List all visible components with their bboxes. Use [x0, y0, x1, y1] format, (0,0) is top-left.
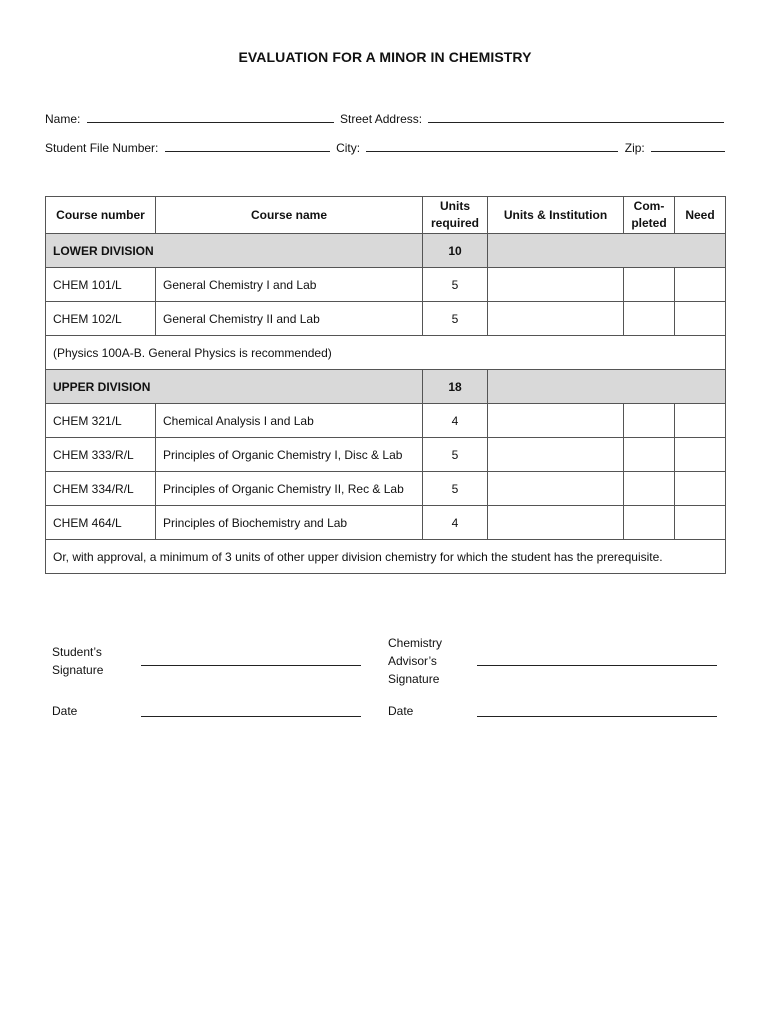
street-address-field[interactable]: [428, 111, 724, 123]
course-name: Chemical Analysis I and Lab: [156, 404, 423, 438]
units-required: 5: [423, 472, 488, 506]
completed-cell[interactable]: [624, 404, 675, 438]
completed-cell[interactable]: [624, 438, 675, 472]
header-course-number: Course number: [46, 197, 156, 234]
table-row: [46, 302, 726, 336]
lower-division-row: [46, 234, 726, 268]
units-institution-cell[interactable]: [488, 438, 624, 472]
completed-cell[interactable]: [624, 268, 675, 302]
units-institution-cell[interactable]: [488, 268, 624, 302]
upper-division-row: [46, 370, 726, 404]
need-cell[interactable]: [675, 472, 726, 506]
name-address-line: [45, 111, 724, 126]
table-row: [46, 506, 726, 540]
need-cell[interactable]: [675, 404, 726, 438]
header-need: Need: [675, 197, 726, 234]
advisor-signature-line[interactable]: [477, 665, 717, 666]
need-cell[interactable]: [675, 268, 726, 302]
table-row: [46, 438, 726, 472]
name-field[interactable]: [87, 111, 334, 123]
table-header-row: [46, 197, 726, 234]
student-date-line[interactable]: [141, 716, 361, 717]
course-name: General Chemistry II and Lab: [156, 302, 423, 336]
units-institution-cell[interactable]: [488, 302, 624, 336]
lower-division-blank: [488, 234, 726, 268]
units-institution-cell[interactable]: [488, 472, 624, 506]
course-number: CHEM 464/L: [46, 506, 156, 540]
upper-division-note-row: [46, 540, 726, 574]
zip-field[interactable]: [651, 140, 725, 152]
upper-division-label: UPPER DIVISION: [46, 370, 423, 404]
advisor-signature-label: Chemistry Advisor’s Signature: [388, 636, 443, 686]
units-required: 5: [423, 302, 488, 336]
completed-cell[interactable]: [624, 506, 675, 540]
course-name: General Chemistry I and Lab: [156, 268, 423, 302]
completed-cell[interactable]: [624, 302, 675, 336]
need-cell[interactable]: [675, 438, 726, 472]
student-signature-line[interactable]: [141, 665, 361, 666]
student-date-label: Date: [52, 704, 78, 718]
lower-division-note: (Physics 100A-B. General Physics is recommended): [46, 336, 726, 370]
course-number: CHEM 102/L: [46, 302, 156, 336]
lower-division-note-row: [46, 336, 726, 370]
lower-division-units: 10: [423, 234, 488, 268]
file-city-zip-line: [45, 140, 725, 155]
units-required: 4: [423, 404, 488, 438]
lower-division-label: LOWER DIVISION: [46, 234, 423, 268]
advisor-date-label: Date: [388, 704, 414, 718]
form-title: EVALUATION FOR A MINOR IN CHEMISTRY: [238, 49, 532, 65]
city-label: City:: [336, 141, 361, 155]
student-file-number-label: Student File Number:: [45, 141, 159, 155]
advisor-date-line[interactable]: [477, 716, 717, 717]
units-required: 5: [423, 268, 488, 302]
need-cell[interactable]: [675, 506, 726, 540]
header-units-required: Units required: [423, 197, 488, 234]
table-row: [46, 268, 726, 302]
course-number: CHEM 333/R/L: [46, 438, 156, 472]
upper-division-note: Or, with approval, a minimum of 3 units of other upper division chemistry for which the student has the prerequisite.: [46, 540, 726, 574]
student-signature-label: Student’s Signature: [52, 645, 104, 677]
course-number: CHEM 321/L: [46, 404, 156, 438]
zip-label: Zip:: [624, 141, 645, 155]
upper-division-blank: [488, 370, 726, 404]
table-row: [46, 472, 726, 506]
course-name: Principles of Biochemistry and Lab: [156, 506, 423, 540]
header-units-institution: Units & Institution: [488, 197, 624, 234]
course-name: Principles of Organic Chemistry II, Rec & Lab: [156, 472, 423, 506]
name-label: Name:: [45, 112, 81, 126]
header-completed: Com-pleted: [624, 197, 675, 234]
units-institution-cell[interactable]: [488, 506, 624, 540]
units-institution-cell[interactable]: [488, 404, 624, 438]
city-field[interactable]: [366, 140, 618, 152]
course-number: CHEM 101/L: [46, 268, 156, 302]
header-course-name: Course name: [156, 197, 423, 234]
units-required: 5: [423, 438, 488, 472]
completed-cell[interactable]: [624, 472, 675, 506]
student-file-number-field[interactable]: [165, 140, 330, 152]
course-name: Principles of Organic Chemistry I, Disc & Lab: [156, 438, 423, 472]
street-address-label: Street Address:: [340, 112, 423, 126]
need-cell[interactable]: [675, 302, 726, 336]
upper-division-units: 18: [423, 370, 488, 404]
course-number: CHEM 334/R/L: [46, 472, 156, 506]
table-row: [46, 404, 726, 438]
course-table: [45, 196, 726, 574]
units-required: 4: [423, 506, 488, 540]
